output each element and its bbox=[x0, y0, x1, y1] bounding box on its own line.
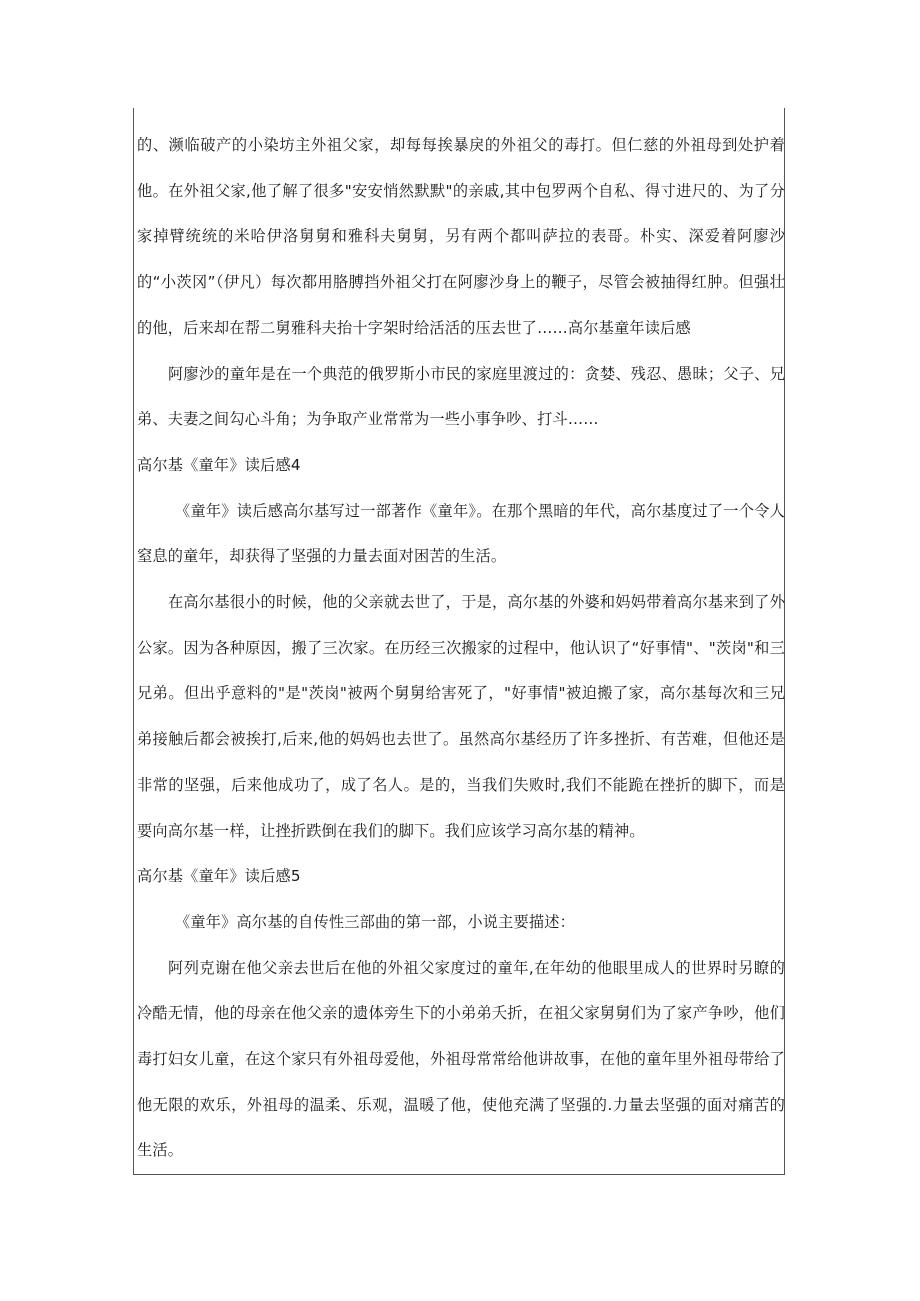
section-heading: 高尔基《童年》读后感5 bbox=[137, 867, 301, 886]
document-body bbox=[137, 123, 785, 1174]
paragraph: 阿列克谢在他父亲去世后在他的外祖父家度过的童年,在年幼的他眼里成人的世界时另瞭的冷酷无情，他的母亲在他父亲的遗体旁生下的小弟弟夭折，在祖父家舅舅们为了家产争吵，他们毒打妇女儿童，在这个家只有外祖母爱他，外祖母常常给他讲故事，在他的童年里外祖母带给了他无限的欢乐，外祖母的温柔、乐观，温暖了他，使他充满了坚强的.力量去坚强的面对痛苦的生活。 bbox=[137, 958, 785, 1160]
section-heading: 高尔基《童年》读后感4 bbox=[137, 455, 301, 474]
paragraph: 《童年》读后感高尔基写过一部著作《童年》。在那个黑暗的年代，高尔基度过了一个令人窒息的童年，却获得了坚强的力量去面对困苦的生活。 bbox=[137, 501, 785, 566]
paragraph: 阿廖沙的童年是在一个典范的俄罗斯小市民的家庭里渡过的：贪婪、残忍、愚昧；父子、兄弟、夫妻之间勾心斗角；为争取产业常常为一些小事争吵、打斗…… bbox=[137, 364, 785, 429]
paragraph: 的、濒临破产的小染坊主外祖父家，却每每挨暴戾的外祖父的毒打。但仁慈的外祖母到处护着他。在外祖父家,他了解了很多"安安悄然默默"的亲戚,其中包罗两个自私、得寸进尺的、为了分家掉臂统统的米哈伊洛舅舅和雅科夫舅舅，另有两个都叫萨拉的表哥。朴实、深爱着阿廖沙的“小茨冈”（伊凡）每次都用胳膊挡外祖父打在阿廖沙身上的鞭子，尽管会被抽得红肿。但强壮的他，后来却在帮二舅雅科夫抬十字架时给活活的压去世了……高尔基童年读后感 bbox=[137, 136, 785, 337]
paragraph: 《童年》高尔基的自传性三部曲的第一部，小说主要描述： bbox=[175, 912, 576, 931]
paragraph: 在高尔基很小的时候，他的父亲就去世了，于是，高尔基的外婆和妈妈带着高尔基来到了外公家。因为各种原因，搬了三次家。在历经三次搬家的过程中，他认识了“好事情"、"茨岗"和三兄弟。但出乎意料的"是"茨岗"被两个舅舅给害死了，"好事情"被迫搬了家，高尔基每次和三兄弟接触后都会被挨打,后来,他的妈妈也去世了。虽然高尔基经历了许多挫折、有苦难，但他还是非常的坚强，后来他成功了，成了名人。是的，当我们失败时,我们不能跪在挫折的脚下，而是要向高尔基一样，让挫折跌倒在我们的脚下。我们应该学习高尔基的精神。 bbox=[137, 593, 785, 840]
